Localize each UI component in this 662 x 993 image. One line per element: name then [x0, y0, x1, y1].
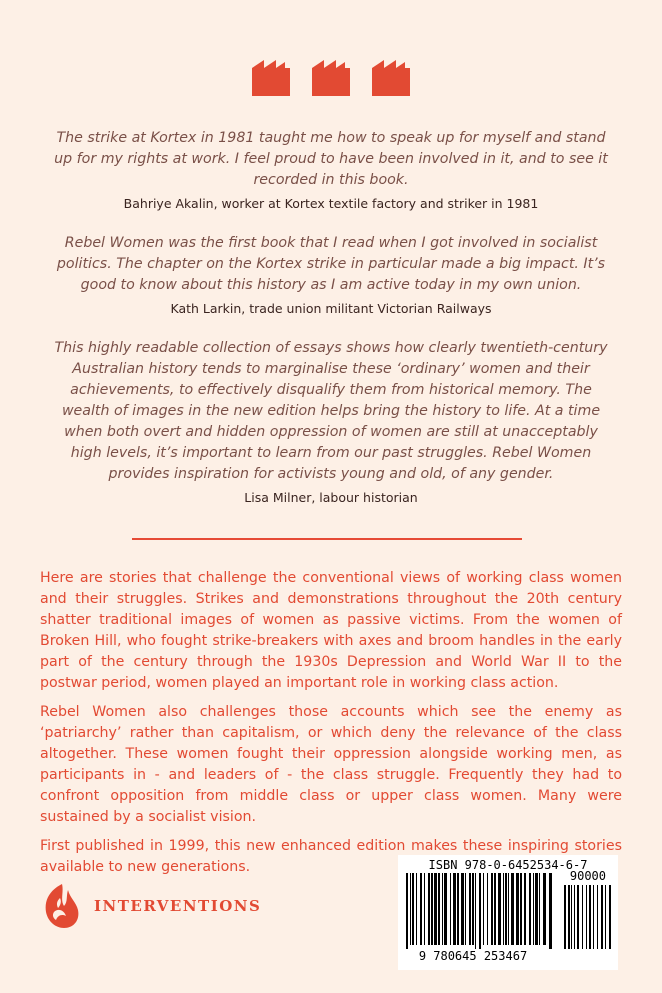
- factory-icon: [252, 60, 290, 96]
- factory-icon: [312, 60, 350, 96]
- description-paragraph: Rebel Women also challenges those accounts which see the enemy as ‘patriarchy’ rather than capitalism, or which deny the relevance of the class altogether. These women fought their oppression alongside working men, as participants in - and leaders of - the class struggle. Frequently they had to confront opposition from middle class or upper class women. Many were sustained by a socialist vision.: [40, 704, 622, 825]
- quote-attribution: Bahriye Akalin, worker at Kortex textile factory and striker in 1981: [123, 196, 539, 211]
- endorsement-quote: [50, 338, 612, 507]
- description-paragraph: First published in 1999, this new enhanced edition makes these inspiring stories available to new generations.: [40, 838, 622, 875]
- divider: [132, 538, 522, 540]
- publisher-name: INTERVENTIONS: [94, 897, 262, 915]
- barcode: [398, 855, 618, 970]
- quote-attribution: Lisa Milner, labour historian: [244, 490, 418, 505]
- publisher-block: [40, 882, 261, 930]
- endorsement-quote: [50, 128, 612, 213]
- ean-digits: 9 780645 253467: [418, 949, 528, 963]
- endorsement-quote: [50, 233, 612, 318]
- isbn-label: ISBN 978-0-6452534-6-7: [428, 858, 588, 872]
- factory-icon: [372, 60, 410, 96]
- endorsements: [50, 128, 612, 527]
- description-paragraph: Here are stories that challenge the conventional views of working class women and their struggles. Strikes and demonstrations throughout the 20th century shatter traditional images of women as passive victims. From the women of Broken Hill, who fought strike-breakers with axes and broom handles in the early part of the century through the 1930s Depression and World War II to the postwar period, women played an important role in working class action.: [40, 570, 622, 691]
- quote-text: This highly readable collection of essays shows how clearly twentieth-century Australian history tends to marginalise these ‘ordinary’ women and their achievements, to effectively disqualify them from historical memory. The wealth of images in the new edition helps bring the history to life. At a time when both overt and hidden oppression of women are still at unacceptably high levels, it’s important to learn from our past struggles. Rebel Women provides inspiration for activists young and old, of any gender.: [54, 340, 608, 482]
- quote-text: The strike at Kortex in 1981 taught me how to speak up for myself and stand up for my rights at work. I feel proud to have been involved in it, and to see it recorded in this book.: [54, 130, 608, 188]
- quote-attribution: Kath Larkin, trade union militant Victorian Railways: [170, 301, 492, 316]
- flame-logo-icon: [40, 882, 84, 930]
- quote-text: Rebel Women was the first book that I read when I got involved in socialist politics. The chapter on the Kortex strike in particular made a big impact. It’s good to know about this history as I am active today in my own union.: [56, 235, 606, 293]
- book-description: [40, 568, 622, 886]
- factory-icons: [0, 60, 662, 96]
- barcode-addon-digits: 90000: [569, 869, 606, 883]
- barcode-bars: [404, 873, 612, 949]
